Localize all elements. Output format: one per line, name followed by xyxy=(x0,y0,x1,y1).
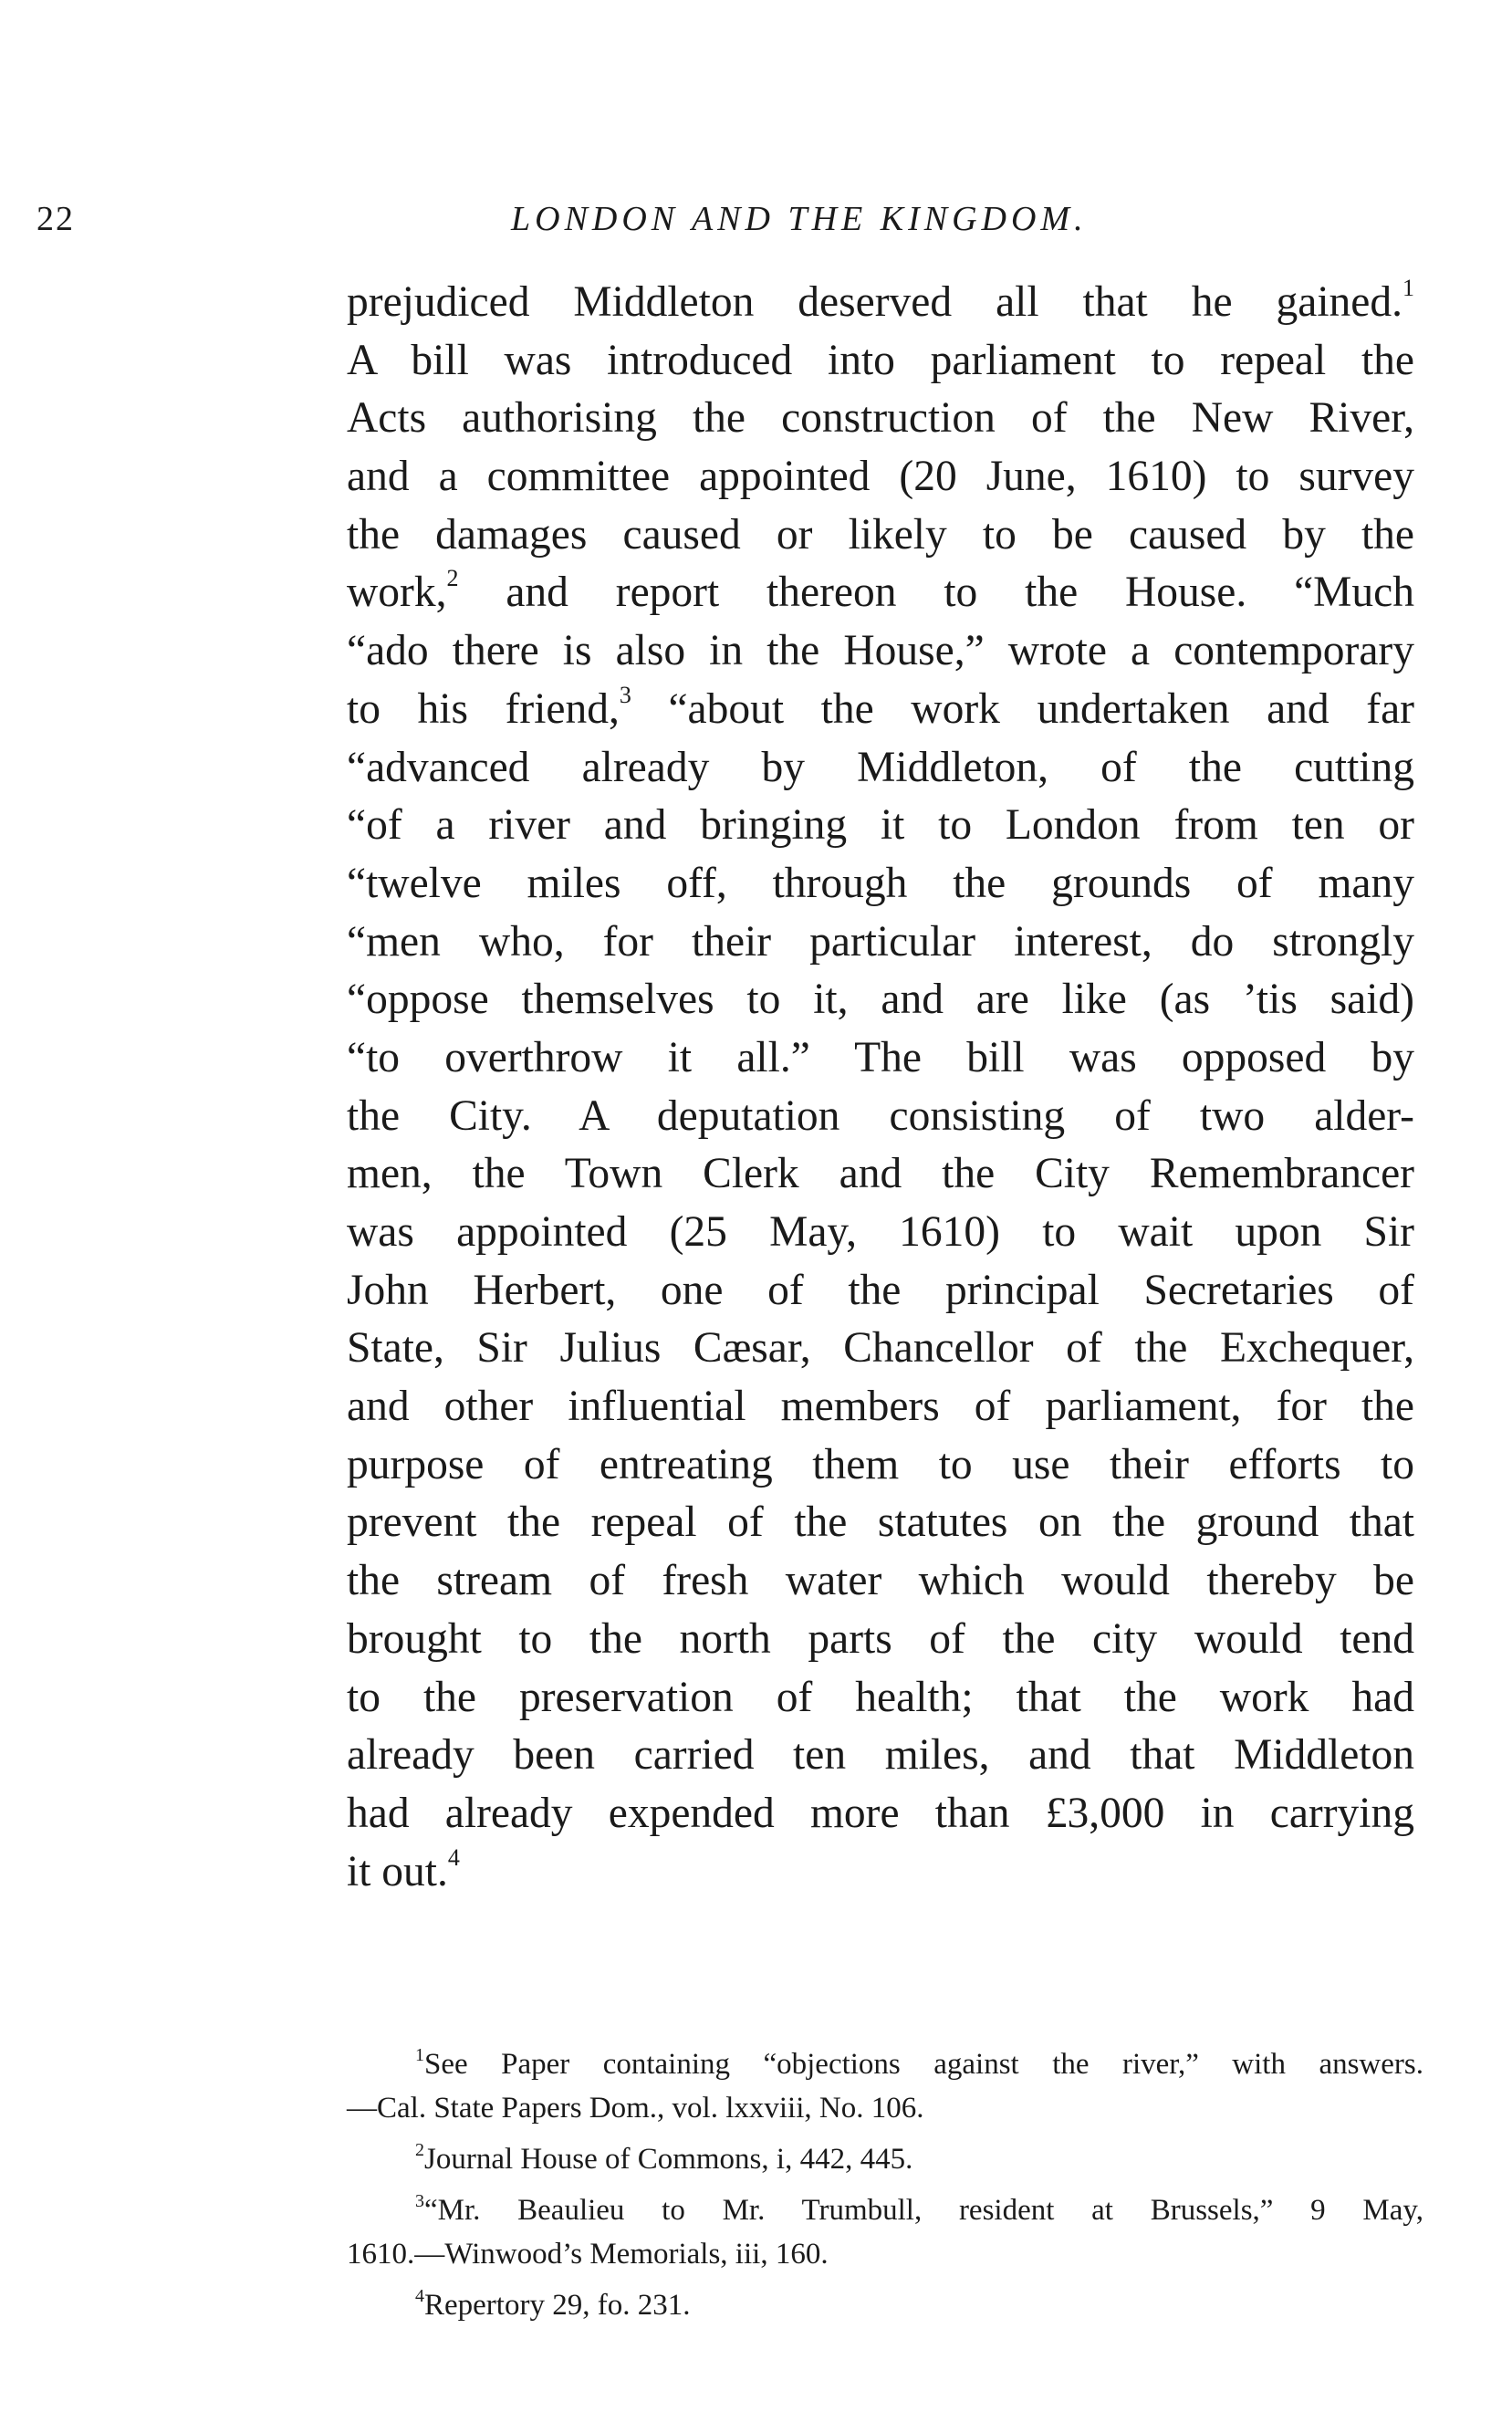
body-line: prejudiced Middleton deserved all that he gained.$^1$ xyxy=(347,275,1414,326)
body-line: men, the Town Clerk and the City Remembrancer xyxy=(347,1150,1414,1198)
body-line: State, Sir Julius Cæsar, Chancellor of the Exchequer, xyxy=(347,1324,1414,1373)
body-line: John Herbert, one of the principal Secretaries of xyxy=(347,1266,1414,1314)
footnote-3-continuation: 1610.—Winwood’s Memorials, iii, 160. xyxy=(347,2238,829,2271)
body-text xyxy=(347,274,1414,1901)
footnote-mark: 3 xyxy=(415,2191,424,2211)
body-line: “to overthrow it all.” The bill was opposed by xyxy=(347,1033,1414,1081)
footnote-2: $^2$Journal House of Commons, i, 442, 445. xyxy=(415,2140,913,2176)
body-line: “advanced already by Middleton, of the cutting xyxy=(347,743,1414,791)
footnote-mark: 2 xyxy=(415,2140,424,2160)
body-line: work,$^2$ and report thereon to the House. “Much xyxy=(347,565,1414,617)
body-line: prevent the repeal of the statutes on the ground that xyxy=(347,1498,1414,1547)
body-line: and a committee appointed (20 June, 1610) to survey xyxy=(347,453,1414,501)
body-line: “of a river and bringing it to London from ten or xyxy=(347,801,1414,850)
body-line: was appointed (25 May, 1610) to wait upon Sir xyxy=(347,1208,1414,1256)
footnote-3: $^3$“Mr. Beaulieu to Mr. Trumbull, resident at Brussels,” 9 May, xyxy=(415,2191,1423,2227)
body-line: brought to the north parts of the city would tend xyxy=(347,1614,1414,1663)
body-line: Acts authorising the construction of the New River, xyxy=(347,394,1414,443)
body-line: the damages caused or likely to be caused by the xyxy=(347,510,1414,559)
page-number: 22 xyxy=(36,200,75,238)
footnote-mark: 4 xyxy=(415,2286,424,2306)
footnote-ref: 1 xyxy=(1403,275,1414,301)
body-line: “twelve miles off, through the grounds of many xyxy=(347,859,1414,907)
footnote-1: $^1$See Paper containing “objections against the river,” with answers. xyxy=(415,2045,1423,2081)
footnote-ref: 3 xyxy=(619,681,631,708)
body-line: to his friend,$^3$ “about the work undertaken and far xyxy=(347,681,1414,733)
footnote-mark: 1 xyxy=(415,2045,424,2065)
running-head xyxy=(36,199,1478,254)
body-line: the stream of fresh water which would thereby be xyxy=(347,1557,1414,1605)
footnote-4: $^4$Repertory 29, fo. 231. xyxy=(415,2286,691,2322)
footnote-1-continuation: —Cal. State Papers Dom., vol. lxxviii, No. 106. xyxy=(347,2092,924,2125)
running-title: LONDON AND THE KINGDOM. xyxy=(511,200,1088,238)
body-line: the City. A deputation consisting of two alder- xyxy=(347,1091,1414,1140)
body-line: “ado there is also in the House,” wrote a contemporary xyxy=(347,627,1414,675)
body-line: had already expended more than £3,000 in carrying xyxy=(347,1789,1414,1837)
footnote-ref: 4 xyxy=(447,1843,460,1871)
body-line: and other influential members of parliament, for the xyxy=(347,1383,1414,1431)
body-line: “men who, for their particular interest, do strongly xyxy=(347,917,1414,966)
body-line: “oppose themselves to it, and are like (as ’tis said) xyxy=(347,976,1414,1024)
body-line: A bill was introduced into parliament to repeal the xyxy=(347,336,1414,384)
footnotes xyxy=(347,2042,1423,2327)
body-line: it out.$^4$ xyxy=(347,1843,460,1895)
body-line: purpose of entreating them to use their efforts to xyxy=(347,1440,1414,1488)
body-line: already been carried ten miles, and that Middleton xyxy=(347,1731,1414,1780)
body-line: to the preservation of health; that the work had xyxy=(347,1673,1414,1721)
footnote-ref: 2 xyxy=(446,565,459,592)
